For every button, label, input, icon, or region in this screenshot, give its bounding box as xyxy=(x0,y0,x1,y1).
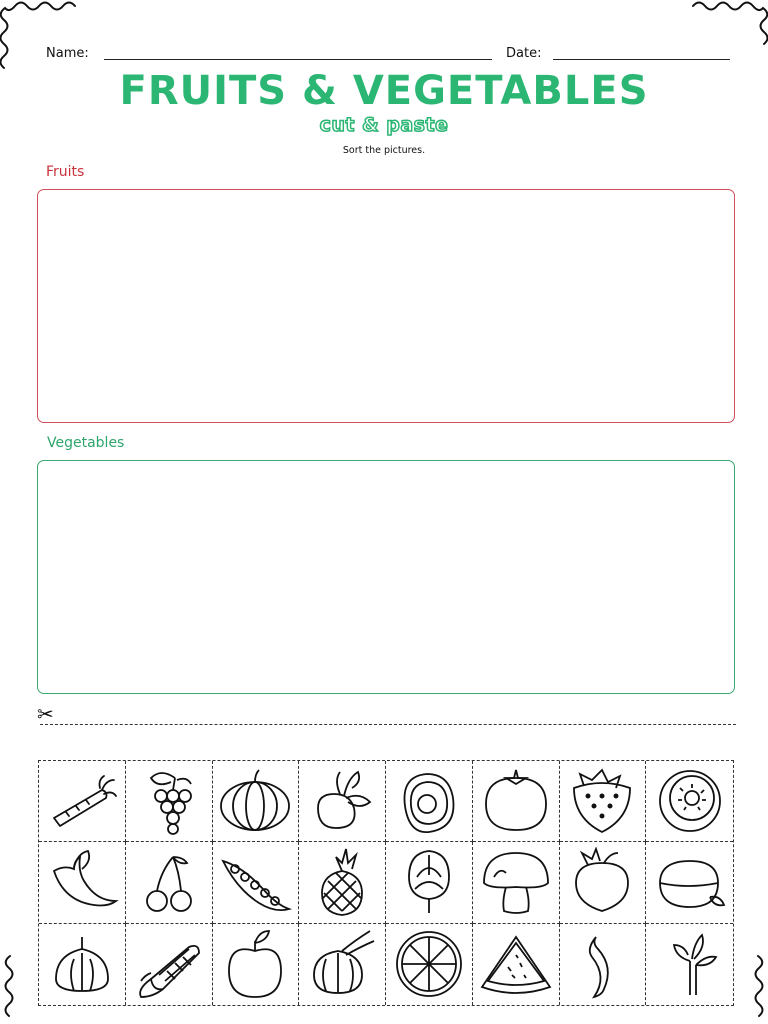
plum-icon xyxy=(652,847,728,917)
name-label: Name: xyxy=(46,46,89,61)
celery-icon xyxy=(652,929,728,999)
banana-icon xyxy=(44,847,120,917)
cut-line xyxy=(40,724,736,725)
picture-card[interactable] xyxy=(39,842,126,923)
kiwi-icon xyxy=(652,766,728,836)
watermelon-icon xyxy=(478,929,554,999)
picture-card[interactable] xyxy=(646,924,733,1005)
picture-card[interactable] xyxy=(560,761,647,842)
picture-card[interactable] xyxy=(560,924,647,1005)
cherries-icon xyxy=(131,847,207,917)
name-line[interactable] xyxy=(104,59,492,60)
grapes-icon xyxy=(131,766,207,836)
vegetables-label: Vegetables xyxy=(47,435,125,451)
picture-card[interactable] xyxy=(126,761,213,842)
vegetables-sort-box[interactable] xyxy=(37,460,735,694)
picture-card[interactable] xyxy=(126,842,213,923)
peas-icon xyxy=(217,847,293,917)
onion-icon xyxy=(304,929,380,999)
corn-icon xyxy=(131,929,207,999)
date-line[interactable] xyxy=(553,59,730,60)
picture-card[interactable] xyxy=(39,761,126,842)
artichoke-icon xyxy=(391,847,467,917)
avocado-icon xyxy=(391,766,467,836)
page-title: FRUITS & VEGETABLES xyxy=(119,68,649,114)
corner-squiggle-bottom-right xyxy=(738,954,768,1024)
orange-slice-icon xyxy=(391,929,467,999)
picture-grid xyxy=(38,760,734,1006)
picture-card[interactable] xyxy=(299,761,386,842)
picture-card[interactable] xyxy=(473,761,560,842)
fruits-sort-box[interactable] xyxy=(37,189,735,423)
picture-card[interactable] xyxy=(560,842,647,923)
apple-icon xyxy=(217,929,293,999)
pineapple-icon xyxy=(304,847,380,917)
pumpkin-icon xyxy=(217,766,293,836)
corner-squiggle-bottom-left xyxy=(0,954,30,1024)
picture-card[interactable] xyxy=(473,842,560,923)
chili-pepper-icon xyxy=(564,929,640,999)
picture-card[interactable] xyxy=(386,924,473,1005)
beet-icon xyxy=(564,847,640,917)
page-subtitle: cut & paste xyxy=(319,114,449,136)
radish-icon xyxy=(304,766,380,836)
picture-card[interactable] xyxy=(213,761,300,842)
mushroom-icon xyxy=(478,847,554,917)
carrot-icon xyxy=(44,766,120,836)
picture-card[interactable] xyxy=(473,924,560,1005)
picture-card[interactable] xyxy=(213,924,300,1005)
instruction-text: Sort the pictures. xyxy=(342,145,426,156)
strawberry-icon xyxy=(564,766,640,836)
picture-card[interactable] xyxy=(299,924,386,1005)
date-label: Date: xyxy=(506,46,542,61)
picture-card[interactable] xyxy=(299,842,386,923)
tomato-icon xyxy=(478,766,554,836)
picture-card[interactable] xyxy=(126,924,213,1005)
picture-card[interactable] xyxy=(39,924,126,1005)
picture-card[interactable] xyxy=(386,842,473,923)
scissors-icon: ✂ xyxy=(37,702,54,726)
picture-card[interactable] xyxy=(646,761,733,842)
garlic-icon xyxy=(44,929,120,999)
fruits-label: Fruits xyxy=(46,164,85,180)
picture-card[interactable] xyxy=(646,842,733,923)
picture-card[interactable] xyxy=(386,761,473,842)
picture-card[interactable] xyxy=(213,842,300,923)
